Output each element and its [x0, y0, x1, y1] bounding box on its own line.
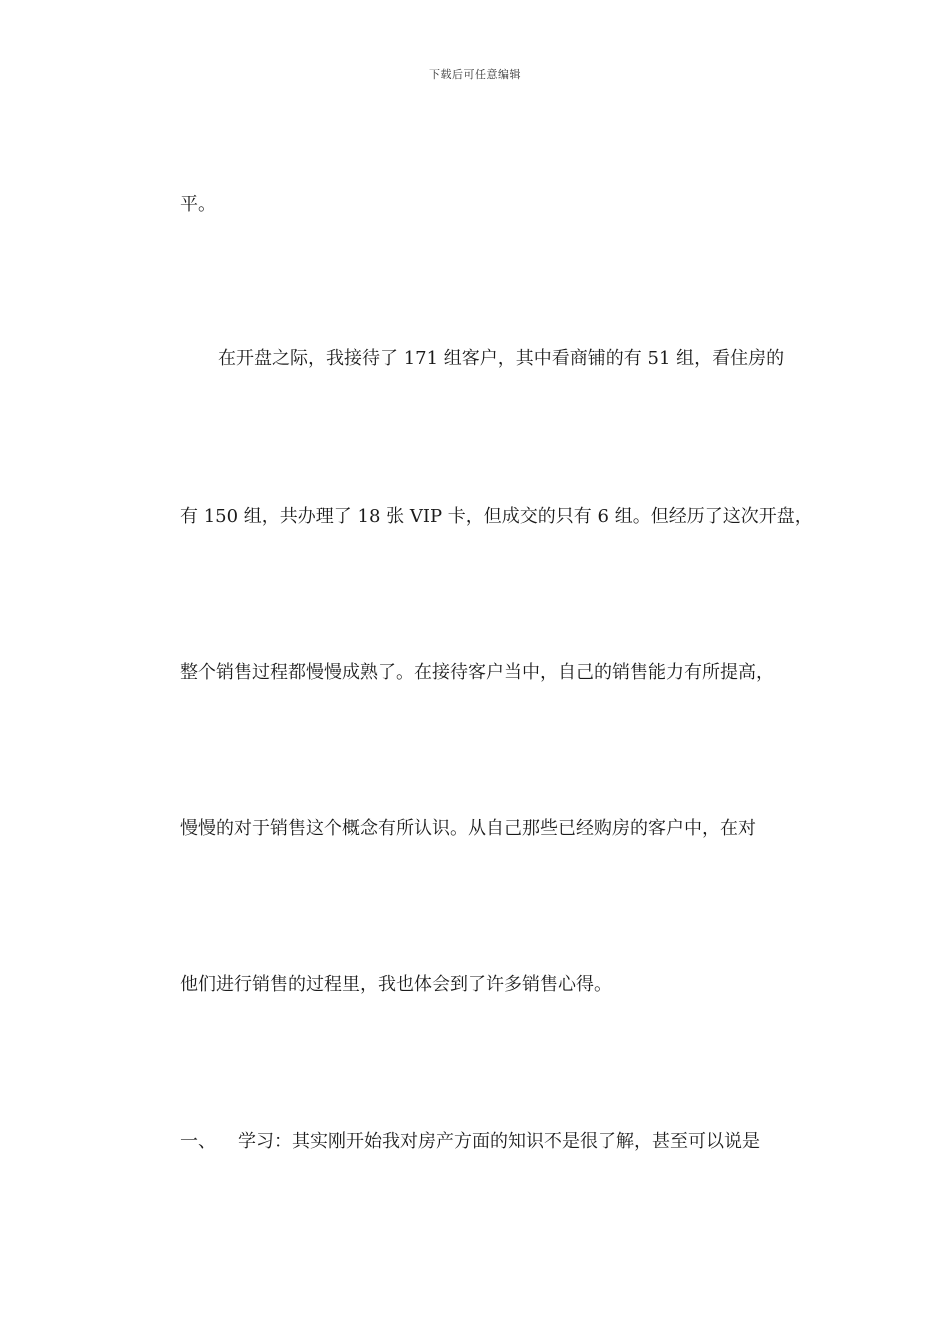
paragraph-line: 整个销售过程都慢慢成熟了。在接待客户当中，自己的销售能力有所提高，: [180, 662, 774, 683]
paragraph-line: 慢慢的对于销售这个概念有所认识。从自己那些已经购房的客户中，在对: [180, 818, 756, 839]
paragraph-line: 平。: [180, 194, 216, 215]
list-item: [180, 1130, 760, 1154]
paragraph-line: 有 150 组，共办理了 18 张 VIP 卡，但成交的只有 6 组。但经历了这次开盘，: [180, 506, 813, 527]
page-header: 下载后可任意编辑: [429, 68, 521, 81]
paragraph-line: 在开盘之际，我接待了 171 组客户，其中看商铺的有 51 组，看住房的: [218, 348, 785, 369]
list-marker: 一、: [180, 1131, 216, 1152]
list-item-text: 学习：其实刚开始我对房产方面的知识不是很了解，甚至可以说是: [238, 1131, 760, 1152]
paragraph-line: 他们进行销售的过程里，我也体会到了许多销售心得。: [180, 974, 612, 995]
